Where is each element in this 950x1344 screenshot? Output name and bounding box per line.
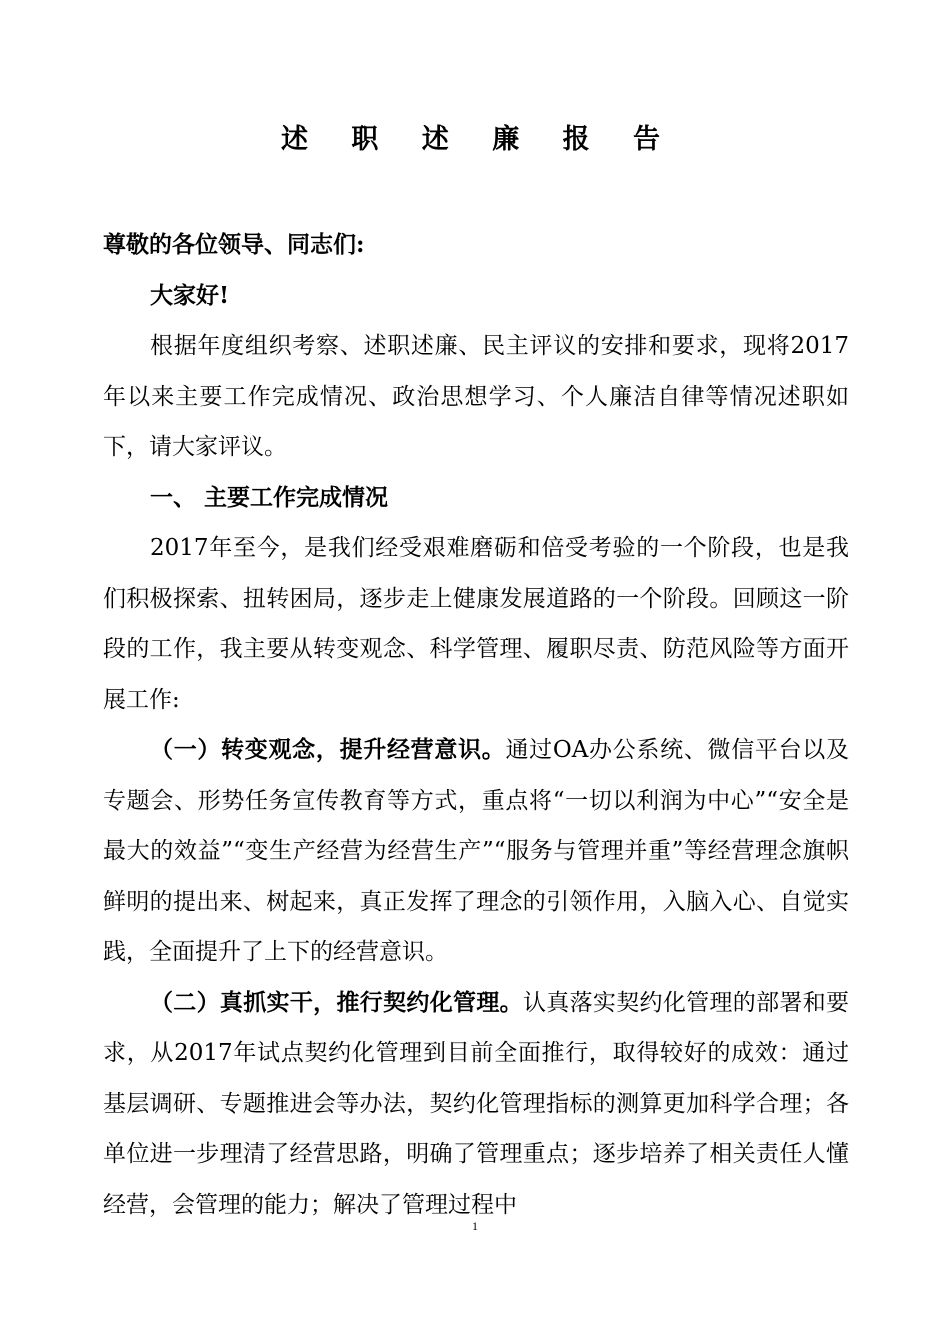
section-heading-1: 一、 主要工作完成情况 — [150, 483, 389, 511]
document-title: 述 职 述 廉 报 告 — [281, 124, 677, 155]
intro-paragraph: 根据年度组织考察、述职述廉、民主评议的安排和要求，现将2017年以来主要工作完成情况、政治思想学习、个人廉洁自律等情况述职如下，请大家评议。 — [103, 333, 849, 460]
document-body — [103, 220, 849, 1230]
section-1-paragraph: 2017年至今，是我们经受艰难磨砺和倍受考验的一个阶段，也是我们积极探索、扭转困局，逐步走上健康发展道路的一个阶段。回顾这一阶段的工作，我主要从转变观念、科学管理、履职尽责、防范风险等方面开展工作: — [103, 535, 849, 713]
subsection-1-heading: （一）转变观念，提升经营意识。 — [150, 736, 506, 763]
subsection-1-text: 通过OA办公系统、微信平台以及专题会、形势任务宣传教育等方式，重点将“一切以利润为中心”“安全是最大的效益”“变生产经营为经营生产”“服务与管理并重”等经营理念旗帜鲜明的提出来、树起来，真正发挥了理念的引领作用，入脑入心、自觉实践，全面提升了上下的经营意识。 — [103, 737, 850, 965]
salutation: 尊敬的各位领导、同志们: — [103, 231, 365, 258]
subsection-2-paragraph — [103, 978, 849, 1231]
subsection-2-heading: （二）真抓实干，推行契约化管理。 — [150, 988, 523, 1016]
subsection-1-paragraph — [103, 725, 849, 978]
subsection-2-text: 认真落实契约化管理的部署和要求，从2017年试点契约化管理到目前全面推行，取得较好的成效：通过基层调研、专题推进会等办法，契约化管理指标的测算更加科学合理；各单位进一步理清了经营思路，明确了管理重点；逐步培养了相关责任人懂经营，会管理的能力；解决了管理过程中 — [103, 989, 850, 1218]
greeting: 大家好! — [150, 281, 230, 309]
page-number: 1 — [472, 1219, 478, 1233]
